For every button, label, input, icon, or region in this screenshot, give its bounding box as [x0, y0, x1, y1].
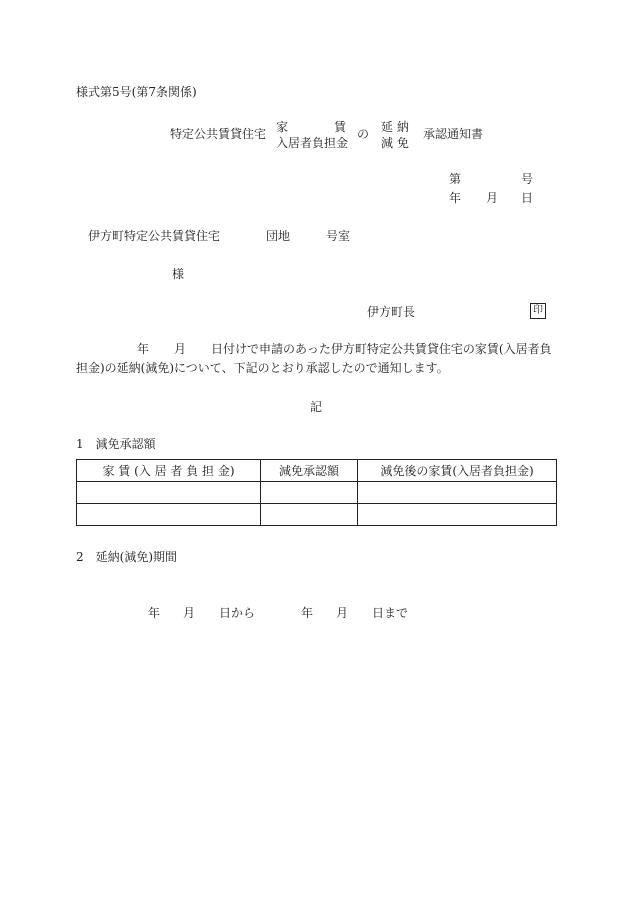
doc-number-prefix: 第: [449, 172, 462, 186]
table-header-row: [77, 460, 557, 482]
period-to-month: 月: [336, 606, 349, 620]
title-rent-char-2: 賃: [334, 120, 347, 134]
issuer-name: 伊方町長: [367, 305, 416, 319]
title-suffix: 承認通知書: [423, 127, 484, 141]
period-to-day: 日まで: [372, 606, 409, 620]
body-line-2: 担金)の延納(減免)について、下記のとおり承認したので通知します。: [76, 361, 449, 375]
period-from-year: 年: [148, 606, 161, 620]
table-cell: [77, 482, 261, 504]
title-reduction: 減 免: [381, 136, 409, 150]
title-tenant-charge: 入居者負担金: [276, 136, 349, 150]
table-row: [77, 504, 557, 526]
form-number: 様式第5号(第7条関係): [76, 85, 197, 99]
column-header-rent: 家 賃 (入 居 者 負 担 金): [77, 460, 261, 482]
recipient-room: 号室: [326, 229, 351, 243]
title-particle: の: [357, 127, 370, 141]
date-month: 月: [486, 191, 499, 205]
seal-mark: 印: [530, 303, 546, 319]
recipient-danchi: 団地: [266, 229, 291, 243]
title-prefix: 特定公共賃貸住宅: [170, 127, 267, 141]
body-year: 年: [137, 342, 150, 356]
table-cell: [358, 504, 557, 526]
ki-heading: 記: [310, 400, 323, 414]
section-2-heading: 2 延納(減免)期間: [76, 550, 177, 564]
table-cell: [77, 504, 261, 526]
date-year: 年: [449, 191, 462, 205]
period-to-year: 年: [301, 606, 314, 620]
reduction-table: [76, 459, 557, 526]
table-cell: [358, 482, 557, 504]
recipient-honorific: 様: [172, 267, 185, 281]
title-rent-char-1: 家: [276, 120, 289, 134]
period-from-month: 月: [183, 606, 196, 620]
table-cell: [261, 504, 358, 526]
table-row: [77, 482, 557, 504]
body-line-1: 日付けで申請のあった伊方町特定公共賃貸住宅の家賃(入居者負: [211, 342, 552, 356]
title-deferral: 延 納: [381, 120, 409, 134]
date-day: 日: [521, 191, 534, 205]
section-1-heading: 1 減免承認額: [76, 437, 156, 451]
period-from-day: 日から: [219, 606, 256, 620]
table-cell: [261, 482, 358, 504]
body-month: 月: [174, 342, 187, 356]
column-header-rent-after: 減免後の家賃(入居者負担金): [358, 460, 557, 482]
column-header-approved-amount: 減免承認額: [261, 460, 358, 482]
recipient-housing: 伊方町特定公共賃貸住宅: [88, 229, 221, 243]
doc-number-suffix: 号: [521, 172, 534, 186]
